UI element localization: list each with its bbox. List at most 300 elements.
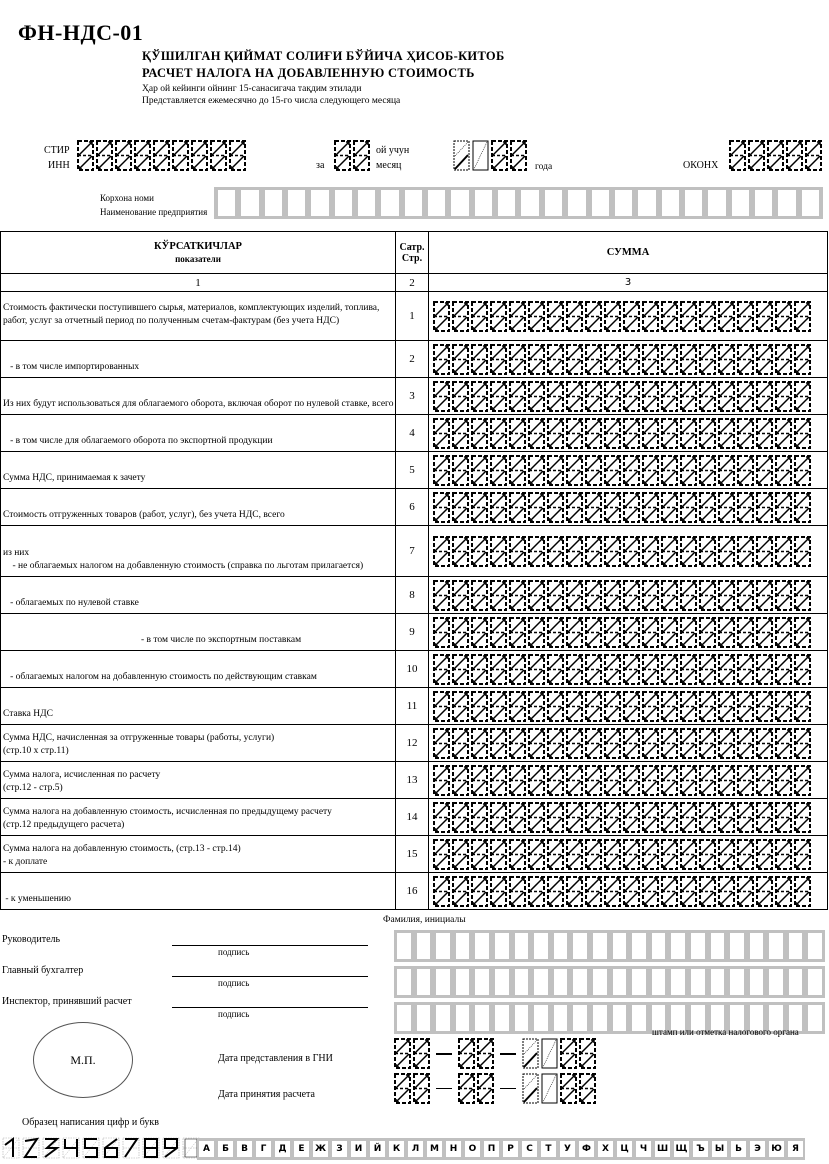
sum-digit[interactable] [737, 617, 754, 648]
sum-field[interactable] [433, 580, 827, 611]
sum-digit[interactable] [509, 455, 526, 486]
sum-digit[interactable] [756, 617, 773, 648]
sum-digit[interactable] [566, 876, 583, 907]
letter-cell[interactable] [613, 933, 627, 959]
sum-digit[interactable] [699, 301, 716, 332]
sum-digit[interactable] [604, 580, 621, 611]
sum-digit[interactable] [509, 876, 526, 907]
sum-digit[interactable] [585, 492, 602, 523]
sum-digit[interactable] [699, 344, 716, 375]
letter-cell[interactable] [475, 190, 492, 216]
sum-digit[interactable] [547, 617, 564, 648]
sum-digit[interactable] [737, 654, 754, 685]
sum-field[interactable] [433, 455, 827, 486]
sum-digit[interactable] [604, 301, 621, 332]
sum-digit[interactable] [585, 876, 602, 907]
sum-digit[interactable] [775, 344, 792, 375]
letter-cell[interactable] [241, 190, 258, 216]
letter-cell[interactable] [632, 1005, 646, 1031]
sum-digit[interactable] [547, 492, 564, 523]
sum-digit[interactable] [680, 802, 697, 833]
letter-cell[interactable] [495, 969, 509, 995]
letter-cell[interactable] [750, 969, 764, 995]
sum-digit[interactable] [547, 802, 564, 833]
sum-digit[interactable] [471, 765, 488, 796]
letter-cell[interactable] [495, 933, 509, 959]
sum-digit[interactable] [452, 802, 469, 833]
signature-line-accountant[interactable] [172, 976, 368, 977]
sum-digit[interactable] [718, 839, 735, 870]
sum-digit[interactable] [471, 580, 488, 611]
sum-digit[interactable] [471, 802, 488, 833]
digit-cell[interactable] [491, 140, 508, 171]
sum-digit[interactable] [566, 301, 583, 332]
sum-digit[interactable] [585, 802, 602, 833]
letter-cell[interactable] [613, 969, 627, 995]
letter-cell[interactable] [652, 933, 666, 959]
sum-digit[interactable] [661, 802, 678, 833]
sum-digit[interactable] [528, 839, 545, 870]
letter-cell[interactable] [593, 1005, 607, 1031]
digit-cell[interactable] [229, 140, 246, 171]
sum-digit[interactable] [471, 492, 488, 523]
sum-field[interactable] [433, 839, 827, 870]
sum-digit[interactable] [661, 536, 678, 567]
sum-digit[interactable] [490, 418, 507, 449]
sum-digit[interactable] [718, 301, 735, 332]
sum-digit[interactable] [642, 765, 659, 796]
letter-cell[interactable] [495, 1005, 509, 1031]
digit-cell[interactable] [767, 140, 784, 171]
sum-digit[interactable] [680, 344, 697, 375]
sum-digit[interactable] [528, 455, 545, 486]
sum-digit[interactable] [566, 381, 583, 412]
sum-digit[interactable] [775, 492, 792, 523]
sum-digit[interactable] [737, 536, 754, 567]
sum-digit[interactable] [490, 839, 507, 870]
letter-cell[interactable] [685, 190, 702, 216]
sum-digit[interactable] [604, 839, 621, 870]
sum-digit[interactable] [756, 691, 773, 722]
sum-digit[interactable] [794, 654, 811, 685]
letter-cell[interactable] [456, 933, 470, 959]
sum-digit[interactable] [642, 381, 659, 412]
letter-cell[interactable] [568, 190, 585, 216]
sum-field[interactable] [433, 617, 827, 648]
digit-cell[interactable] [134, 140, 151, 171]
digit-cell[interactable] [96, 140, 113, 171]
sum-digit[interactable] [661, 765, 678, 796]
sum-digit[interactable] [661, 301, 678, 332]
letter-cell[interactable] [652, 969, 666, 995]
sum-digit[interactable] [566, 580, 583, 611]
sum-digit[interactable] [642, 654, 659, 685]
sum-digit[interactable] [490, 876, 507, 907]
digit-cell[interactable] [353, 140, 370, 171]
letter-cell[interactable] [475, 933, 489, 959]
sum-digit[interactable] [718, 617, 735, 648]
sum-digit[interactable] [794, 536, 811, 567]
sum-digit[interactable] [433, 654, 450, 685]
letter-cell[interactable] [397, 933, 411, 959]
sum-digit[interactable] [452, 344, 469, 375]
sum-digit[interactable] [509, 802, 526, 833]
sum-digit[interactable] [756, 839, 773, 870]
year-digit[interactable] [579, 1073, 596, 1104]
month-digit[interactable] [458, 1073, 475, 1104]
sum-digit[interactable] [585, 418, 602, 449]
letter-cell[interactable] [789, 969, 803, 995]
sum-digit[interactable] [490, 344, 507, 375]
sum-digit[interactable] [642, 301, 659, 332]
sum-digit[interactable] [509, 765, 526, 796]
sum-digit[interactable] [737, 492, 754, 523]
sum-digit[interactable] [471, 455, 488, 486]
sum-digit[interactable] [433, 381, 450, 412]
sum-digit[interactable] [433, 802, 450, 833]
sum-digit[interactable] [718, 381, 735, 412]
sum-digit[interactable] [775, 536, 792, 567]
sum-digit[interactable] [471, 839, 488, 870]
sum-digit[interactable] [737, 728, 754, 759]
letter-cell[interactable] [613, 1005, 627, 1031]
day-digit[interactable] [413, 1038, 430, 1069]
sum-digit[interactable] [623, 301, 640, 332]
sum-digit[interactable] [737, 344, 754, 375]
sum-digit[interactable] [794, 802, 811, 833]
sum-digit[interactable] [699, 418, 716, 449]
year-digit[interactable] [541, 1073, 558, 1104]
letter-cell[interactable] [573, 969, 587, 995]
sum-digit[interactable] [452, 728, 469, 759]
sum-digit[interactable] [775, 654, 792, 685]
sum-digit[interactable] [623, 381, 640, 412]
signature-line-inspector[interactable] [172, 1007, 368, 1008]
sum-digit[interactable] [471, 691, 488, 722]
letter-cell[interactable] [671, 969, 685, 995]
sum-digit[interactable] [585, 654, 602, 685]
sum-digit[interactable] [794, 765, 811, 796]
sum-digit[interactable] [737, 765, 754, 796]
sum-digit[interactable] [756, 344, 773, 375]
sum-digit[interactable] [604, 344, 621, 375]
sum-digit[interactable] [566, 536, 583, 567]
letter-cell[interactable] [397, 1005, 411, 1031]
month-field[interactable] [334, 140, 370, 171]
sum-digit[interactable] [756, 765, 773, 796]
sum-digit[interactable] [547, 536, 564, 567]
letter-cell[interactable] [755, 190, 772, 216]
sum-digit[interactable] [680, 876, 697, 907]
sum-digit[interactable] [623, 839, 640, 870]
sum-digit[interactable] [623, 536, 640, 567]
sum-digit[interactable] [794, 617, 811, 648]
sum-digit[interactable] [756, 802, 773, 833]
sum-digit[interactable] [490, 728, 507, 759]
letter-cell[interactable] [534, 969, 548, 995]
day-digit[interactable] [394, 1038, 411, 1069]
sum-digit[interactable] [490, 492, 507, 523]
sum-digit[interactable] [509, 381, 526, 412]
inn-field[interactable] [77, 140, 246, 171]
sum-digit[interactable] [623, 617, 640, 648]
month-digit[interactable] [477, 1073, 494, 1104]
sum-digit[interactable] [452, 381, 469, 412]
sum-digit[interactable] [642, 691, 659, 722]
sum-digit[interactable] [585, 344, 602, 375]
sum-digit[interactable] [433, 301, 450, 332]
sum-digit[interactable] [680, 492, 697, 523]
sum-digit[interactable] [718, 876, 735, 907]
sum-digit[interactable] [642, 876, 659, 907]
sum-digit[interactable] [547, 418, 564, 449]
sum-digit[interactable] [509, 580, 526, 611]
sum-digit[interactable] [604, 418, 621, 449]
digit-cell[interactable] [805, 140, 822, 171]
sum-digit[interactable] [433, 691, 450, 722]
sum-digit[interactable] [509, 418, 526, 449]
letter-cell[interactable] [335, 190, 352, 216]
sum-digit[interactable] [452, 455, 469, 486]
letter-cell[interactable] [808, 969, 822, 995]
sum-digit[interactable] [490, 536, 507, 567]
sum-digit[interactable] [756, 654, 773, 685]
sum-digit[interactable] [433, 418, 450, 449]
letter-cell[interactable] [750, 933, 764, 959]
sum-digit[interactable] [642, 580, 659, 611]
letter-cell[interactable] [808, 1005, 822, 1031]
sum-digit[interactable] [699, 580, 716, 611]
sum-digit[interactable] [794, 455, 811, 486]
sum-digit[interactable] [509, 344, 526, 375]
sum-digit[interactable] [756, 580, 773, 611]
sum-field[interactable] [433, 492, 827, 523]
sum-digit[interactable] [718, 455, 735, 486]
sum-digit[interactable] [699, 691, 716, 722]
digit-cell[interactable] [472, 140, 489, 171]
sum-digit[interactable] [661, 492, 678, 523]
sum-digit[interactable] [452, 765, 469, 796]
sum-digit[interactable] [566, 654, 583, 685]
sum-digit[interactable] [585, 301, 602, 332]
sum-digit[interactable] [471, 301, 488, 332]
sum-digit[interactable] [509, 839, 526, 870]
digit-cell[interactable] [453, 140, 470, 171]
sum-digit[interactable] [775, 765, 792, 796]
letter-cell[interactable] [417, 933, 431, 959]
enterprise-name-field[interactable] [214, 187, 823, 219]
sum-digit[interactable] [794, 728, 811, 759]
sum-digit[interactable] [509, 536, 526, 567]
sum-digit[interactable] [490, 802, 507, 833]
date-submit-field[interactable] [394, 1038, 596, 1069]
sum-digit[interactable] [737, 839, 754, 870]
sum-digit[interactable] [661, 418, 678, 449]
digit-cell[interactable] [153, 140, 170, 171]
letter-cell[interactable] [456, 1005, 470, 1031]
sum-digit[interactable] [642, 418, 659, 449]
sum-digit[interactable] [528, 654, 545, 685]
letter-cell[interactable] [554, 969, 568, 995]
sum-digit[interactable] [680, 381, 697, 412]
sum-digit[interactable] [490, 381, 507, 412]
letter-cell[interactable] [638, 190, 655, 216]
sum-digit[interactable] [471, 617, 488, 648]
sum-digit[interactable] [471, 728, 488, 759]
sum-digit[interactable] [642, 728, 659, 759]
letter-cell[interactable] [311, 190, 328, 216]
sum-digit[interactable] [490, 654, 507, 685]
letter-cell[interactable] [405, 190, 422, 216]
letter-cell[interactable] [515, 933, 529, 959]
letter-cell[interactable] [218, 190, 235, 216]
letter-cell[interactable] [456, 969, 470, 995]
sum-digit[interactable] [585, 839, 602, 870]
letter-cell[interactable] [671, 933, 685, 959]
sum-digit[interactable] [585, 765, 602, 796]
sum-digit[interactable] [642, 617, 659, 648]
name-field-accountant[interactable] [394, 966, 825, 998]
sum-digit[interactable] [680, 617, 697, 648]
letter-cell[interactable] [711, 969, 725, 995]
sum-digit[interactable] [699, 802, 716, 833]
year-digit[interactable] [560, 1038, 577, 1069]
letter-cell[interactable] [789, 933, 803, 959]
year-field[interactable] [453, 140, 527, 171]
letter-cell[interactable] [711, 933, 725, 959]
letter-cell[interactable] [808, 933, 822, 959]
sum-digit[interactable] [490, 301, 507, 332]
sum-digit[interactable] [528, 418, 545, 449]
sum-digit[interactable] [528, 876, 545, 907]
letter-cell[interactable] [632, 933, 646, 959]
sum-digit[interactable] [623, 765, 640, 796]
sum-digit[interactable] [661, 580, 678, 611]
sum-digit[interactable] [452, 654, 469, 685]
letter-cell[interactable] [592, 190, 609, 216]
year-digit[interactable] [522, 1073, 539, 1104]
sum-digit[interactable] [471, 418, 488, 449]
sum-digit[interactable] [509, 301, 526, 332]
sum-digit[interactable] [433, 580, 450, 611]
letter-cell[interactable] [593, 933, 607, 959]
sum-digit[interactable] [623, 344, 640, 375]
sum-digit[interactable] [680, 654, 697, 685]
sum-digit[interactable] [547, 839, 564, 870]
sum-field[interactable] [433, 381, 827, 412]
sum-digit[interactable] [433, 728, 450, 759]
letter-cell[interactable] [515, 1005, 529, 1031]
sum-digit[interactable] [547, 580, 564, 611]
sum-digit[interactable] [737, 418, 754, 449]
sum-digit[interactable] [623, 580, 640, 611]
sum-digit[interactable] [604, 617, 621, 648]
sum-digit[interactable] [756, 536, 773, 567]
sum-digit[interactable] [699, 536, 716, 567]
letter-cell[interactable] [534, 933, 548, 959]
sum-digit[interactable] [433, 536, 450, 567]
sum-digit[interactable] [528, 381, 545, 412]
digit-cell[interactable] [210, 140, 227, 171]
sum-digit[interactable] [528, 536, 545, 567]
okonh-field[interactable] [729, 140, 822, 171]
letter-cell[interactable] [288, 190, 305, 216]
sum-digit[interactable] [699, 876, 716, 907]
sum-digit[interactable] [775, 691, 792, 722]
sum-digit[interactable] [528, 802, 545, 833]
sum-digit[interactable] [718, 536, 735, 567]
sum-digit[interactable] [737, 691, 754, 722]
sum-digit[interactable] [528, 580, 545, 611]
sum-digit[interactable] [471, 654, 488, 685]
sum-digit[interactable] [452, 691, 469, 722]
letter-cell[interactable] [515, 969, 529, 995]
sum-digit[interactable] [699, 455, 716, 486]
sum-digit[interactable] [661, 617, 678, 648]
sum-digit[interactable] [585, 455, 602, 486]
sum-digit[interactable] [547, 301, 564, 332]
sum-digit[interactable] [433, 839, 450, 870]
sum-digit[interactable] [642, 536, 659, 567]
sum-digit[interactable] [452, 876, 469, 907]
sum-digit[interactable] [623, 728, 640, 759]
sum-digit[interactable] [509, 654, 526, 685]
day-digit[interactable] [413, 1073, 430, 1104]
sum-digit[interactable] [604, 455, 621, 486]
sum-digit[interactable] [471, 536, 488, 567]
sum-field[interactable] [433, 728, 827, 759]
sum-digit[interactable] [566, 418, 583, 449]
sum-digit[interactable] [794, 301, 811, 332]
sum-digit[interactable] [680, 455, 697, 486]
sum-digit[interactable] [794, 492, 811, 523]
sum-digit[interactable] [699, 765, 716, 796]
sum-digit[interactable] [718, 344, 735, 375]
digit-cell[interactable] [172, 140, 189, 171]
sum-digit[interactable] [756, 876, 773, 907]
letter-cell[interactable] [436, 1005, 450, 1031]
letter-cell[interactable] [708, 190, 725, 216]
sum-digit[interactable] [794, 839, 811, 870]
sum-digit[interactable] [718, 728, 735, 759]
digit-cell[interactable] [77, 140, 94, 171]
sum-digit[interactable] [661, 654, 678, 685]
sum-digit[interactable] [737, 580, 754, 611]
letter-cell[interactable] [769, 933, 783, 959]
sum-digit[interactable] [490, 617, 507, 648]
sum-field[interactable] [433, 536, 827, 567]
sum-digit[interactable] [452, 580, 469, 611]
letter-cell[interactable] [593, 969, 607, 995]
year-digit[interactable] [522, 1038, 539, 1069]
sum-digit[interactable] [528, 617, 545, 648]
sum-digit[interactable] [737, 381, 754, 412]
sum-field[interactable] [433, 765, 827, 796]
letter-cell[interactable] [397, 969, 411, 995]
sum-digit[interactable] [433, 765, 450, 796]
sum-digit[interactable] [547, 876, 564, 907]
letter-cell[interactable] [554, 933, 568, 959]
sum-digit[interactable] [604, 691, 621, 722]
sum-digit[interactable] [642, 344, 659, 375]
sum-digit[interactable] [433, 344, 450, 375]
sum-field[interactable] [433, 418, 827, 449]
sum-digit[interactable] [471, 876, 488, 907]
sum-digit[interactable] [775, 728, 792, 759]
sum-digit[interactable] [680, 301, 697, 332]
sum-digit[interactable] [433, 455, 450, 486]
sum-digit[interactable] [756, 418, 773, 449]
